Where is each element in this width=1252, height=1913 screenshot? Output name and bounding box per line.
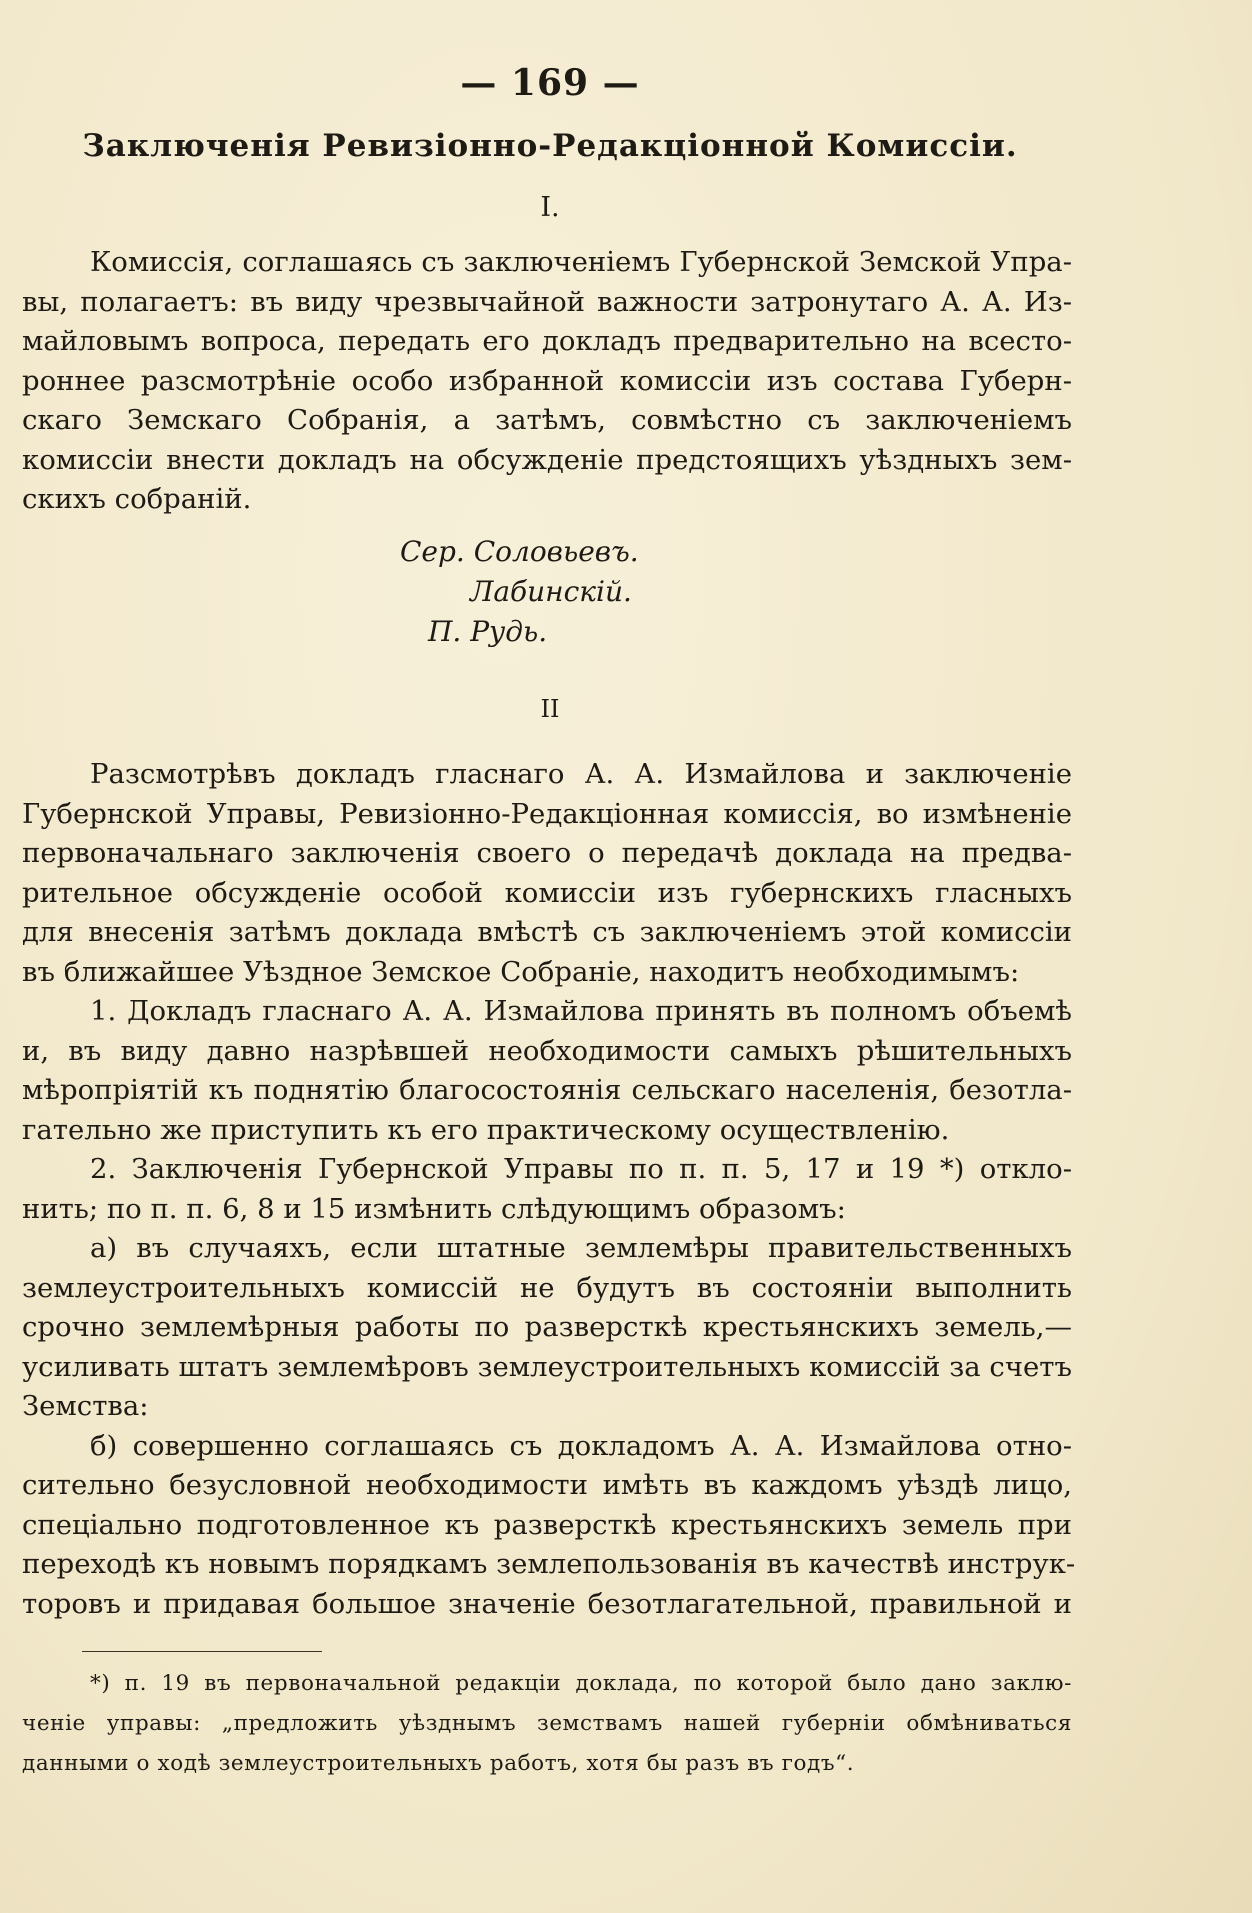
text-line: спеціально подготовленное къ разверсткѣ крестьянскихъ земель при <box>22 1508 1072 1541</box>
footnote-divider <box>82 1651 322 1652</box>
text-line: для внесенія затѣмъ доклада вмѣстѣ съ заключеніемъ этой комиссіи <box>22 916 1072 948</box>
page-number: — 169 — <box>460 62 640 104</box>
text-line: землеустроительныхъ комиссій не будутъ въ состояніи выполнить <box>22 1271 1072 1304</box>
footnote <box>22 1664 1072 1784</box>
text-line: Комиссія, соглашаясь съ заключеніемъ Губернской Земской Упра- <box>90 246 1072 278</box>
text-line: скихъ собраній. <box>22 483 252 515</box>
text-line: сительно безусловной необходимости имѣть въ каждомъ уѣздѣ лицо, <box>22 1469 1072 1501</box>
footnote-line: *) п. 19 въ первоначальной редакціи доклада, по которой было дано заклю- <box>90 1671 1072 1696</box>
text-line: срочно землемѣрныя работы по разверсткѣ крестьянскихъ земель,— <box>22 1311 1072 1343</box>
text-line: переходѣ къ новымъ порядкамъ землепользованія въ качествѣ инструк- <box>22 1548 1076 1580</box>
text-line: первоначальнаго заключенія своего о передачѣ доклада на предва- <box>22 837 1072 869</box>
text-line: въ ближайшее Уѣздное Земское Собраніе, находитъ необходимымъ: <box>22 955 1020 988</box>
signature: П. Рудь. <box>428 615 548 648</box>
text-line: 2. Заключенія Губернской Управы по п. п. 5, 17 и 19 *) откло- <box>90 1153 1072 1185</box>
text-line: майловымъ вопроса, передать его докладъ предварительно на всесто- <box>22 325 1072 357</box>
text-line: торовъ и придавая большое значеніе безотлагательной, правильной и <box>22 1587 1072 1620</box>
text-line: нить; по п. п. 6, 8 и 15 измѣнить слѣдующимъ образомъ: <box>22 1192 846 1225</box>
text-line: гательно же приступить къ его практическому осуществленію. <box>22 1113 950 1146</box>
text-line: скаго Земскаго Собранія, а затѣмъ, совмѣстно съ заключеніемъ <box>22 404 1072 436</box>
section-2-paragraph <box>22 755 1076 1624</box>
footnote-line: данными о ходѣ землеустроительныхъ работъ, хотя бы разъ въ годъ“. <box>22 1751 855 1776</box>
text-line: а) въ случаяхъ, если штатные землемѣры правительственныхъ <box>90 1232 1072 1264</box>
section-2-numeral: II <box>540 695 560 723</box>
page-title: Заключенія Ревизіонно-Редакціонной Комиссіи. <box>82 128 1018 164</box>
signature: Лабинскій. <box>470 575 632 608</box>
text-line: рительное обсужденіе особой комиссіи изъ губернскихъ гласныхъ <box>22 876 1072 909</box>
text-line: роннее разсмотрѣніе особо избранной комиссіи изъ состава Губерн- <box>22 364 1072 397</box>
text-line: комиссіи внести докладъ на обсужденіе предстоящихъ уѣздныхъ зем- <box>22 443 1072 476</box>
signature: Сер. Соловьевъ. <box>400 535 639 568</box>
text-line: и, въ виду давно назрѣвшей необходимости самыхъ рѣшительныхъ <box>22 1034 1072 1067</box>
text-line: б) совершенно соглашаясь съ докладомъ А. А. Измайлова отно- <box>90 1429 1072 1462</box>
text-line: Разсмотрѣвъ докладъ гласнаго А. А. Измайлова и заключеніе <box>90 758 1072 790</box>
section-1-paragraph <box>22 243 1072 520</box>
signatures <box>0 532 1100 652</box>
section-1-numeral: I. <box>540 192 560 223</box>
text-line: Губернской Управы, Ревизіонно-Редакціонная комиссія, во измѣненіе <box>22 797 1072 830</box>
text-line: усиливать штатъ землемѣровъ землеустроительныхъ комиссій за счетъ <box>22 1350 1072 1383</box>
text-line: вы, полагаетъ: въ виду чрезвычайной важности затронутаго А. А. Из- <box>22 285 1072 318</box>
text-line: мѣропріятій къ поднятію благосостоянія сельскаго населенія, безотла- <box>22 1074 1072 1106</box>
text-line: 1. Докладъ гласнаго А. А. Измайлова принять въ полномъ объемѣ <box>90 995 1072 1027</box>
text-line: Земства: <box>22 1390 149 1422</box>
footnote-line: ченіе управы: „предложить уѣзднымъ земствамъ нашей губерніи обмѣниваться <box>22 1711 1072 1736</box>
